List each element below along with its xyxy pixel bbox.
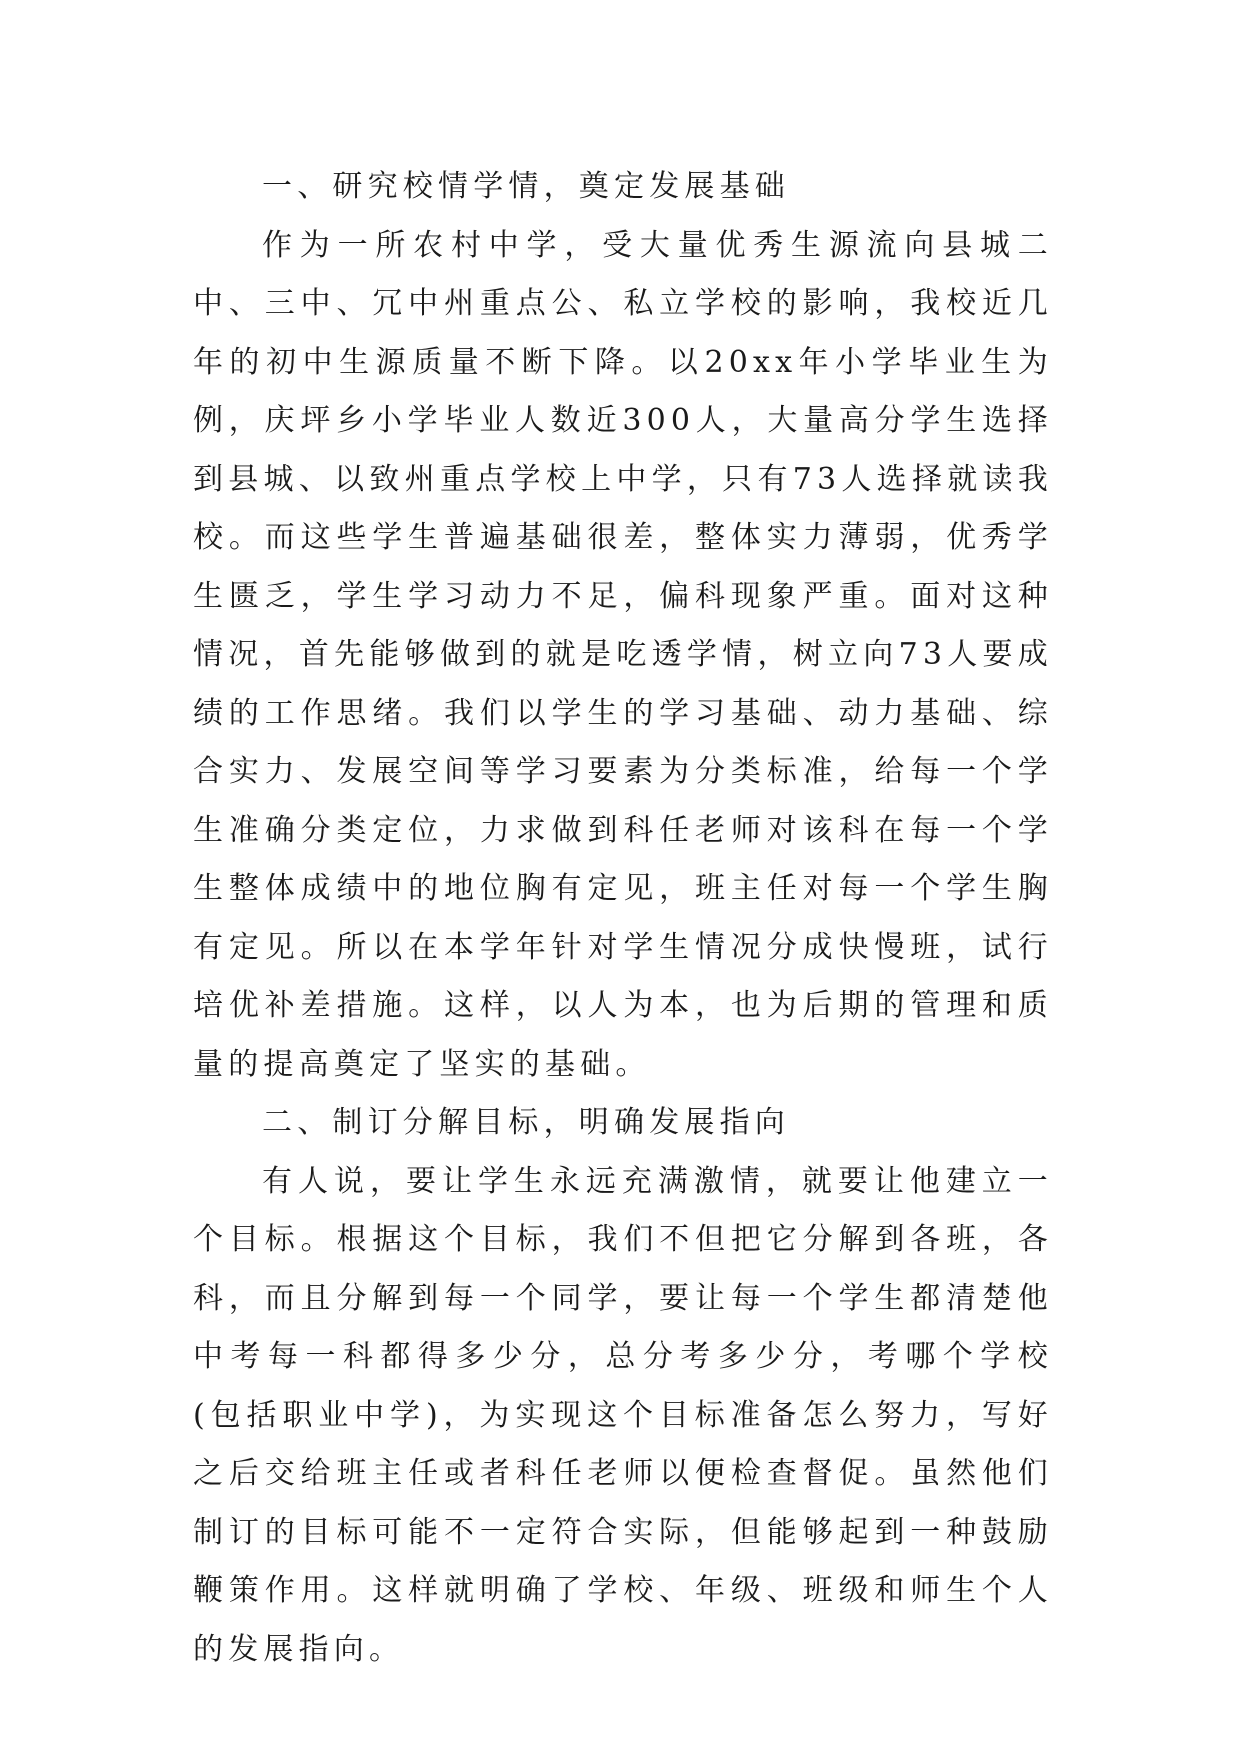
document-body [193, 158, 1053, 1679]
section-paragraph-1: 作为一所农村中学，受大量优秀生源流向县城二中、三中、冗中州重点公、私立学校的影响，我校近几年的初中生源质量不断下降。以20xx年小学毕业生为例，庆坪乡小学毕业人数近300人，大量高分学生选择到县城、以致州重点学校上中学，只有73人选择就读我校。而这些学生普遍基础很差，整体实力薄弱，优秀学生匮乏，学生学习动力不足，偏科现象严重。面对这种情况，首先能够做到的就是吃透学情，树立向73人要成绩的工作思绪。我们以学生的学习基础、动力基础、综合实力、发展空间等学习要素为分类标准，给每一个学生准确分类定位，力求做到科任老师对该科在每一个学生整体成绩中的地位胸有定见，班主任对每一个学生胸有定见。所以在本学年针对学生情况分成快慢班，试行培优补差措施。这样，以人为本，也为后期的管理和质量的提高奠定了坚实的基础。 [193, 227, 1053, 1082]
section-heading-2: 二、制订分解目标，明确发展指向 [262, 1105, 790, 1140]
section-paragraph-2: 有人说，要让学生永远充满激情，就要让他建立一个目标。根据这个目标，我们不但把它分解到各班，各科，而且分解到每一个同学，要让每一个学生都清楚他中考每一科都得多少分，总分考多少分，考哪个学校(包括职业中学)，为实现这个目标准备怎么努力，写好之后交给班主任或者科任老师以便检查督促。虽然他们制订的目标可能不一定符合实际，但能够起到一种鼓励鞭策作用。这样就明确了学校、年级、班级和师生个人的发展指向。 [193, 1163, 1053, 1667]
section-heading-1: 一、研究校情学情，奠定发展基础 [262, 169, 790, 204]
